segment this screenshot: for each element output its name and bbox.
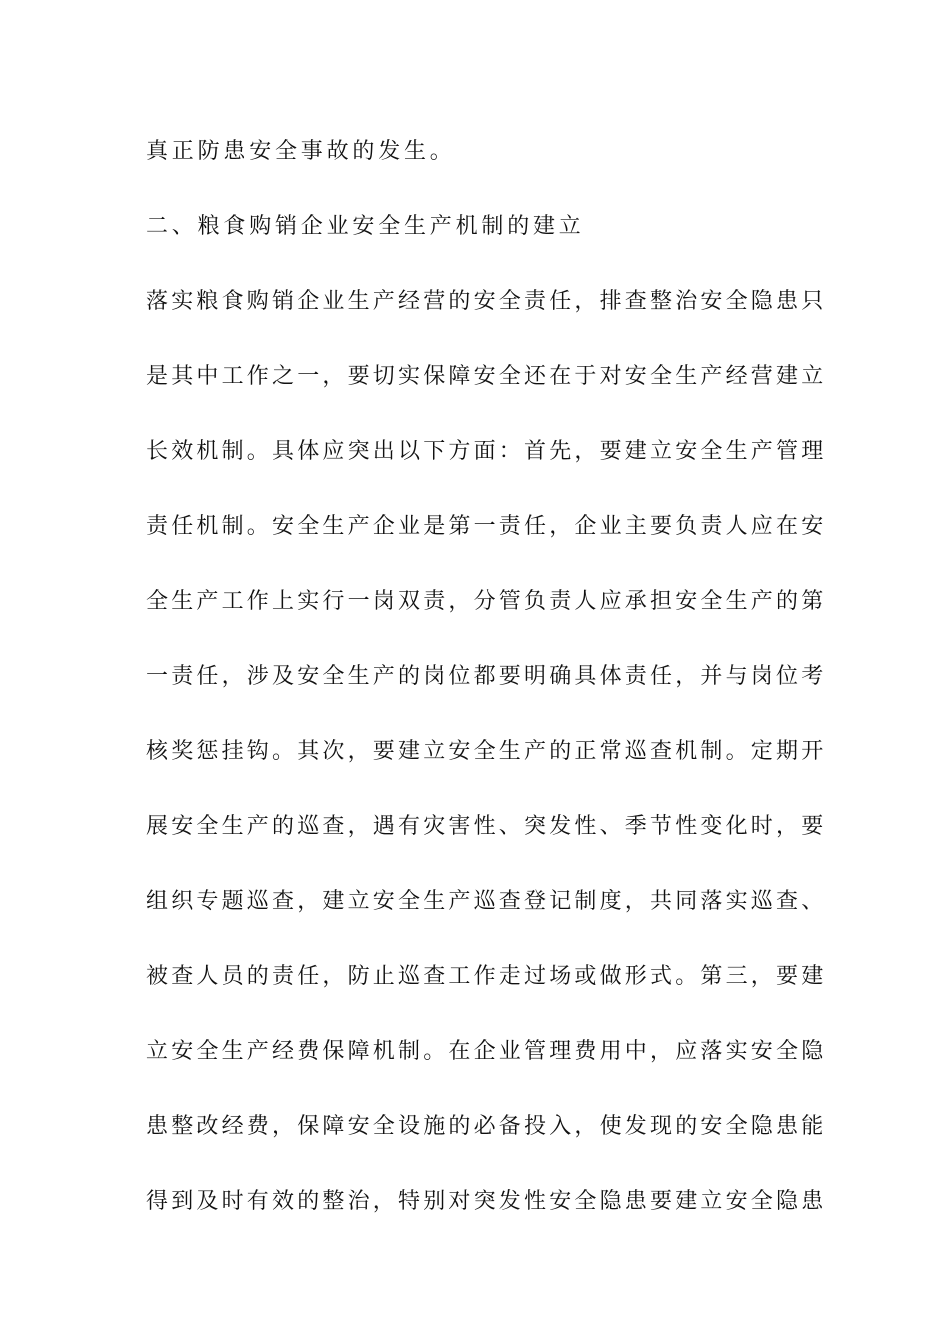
text-line-10: 展安全生产的巡查，遇有灾害性、突发性、季节性变化时，要 (146, 814, 827, 839)
text-line-3: 落实粮食购销企业生产经营的安全责任，排查整治安全隐患只 (146, 289, 827, 314)
text-line-9: 核奖惩挂钩。其次，要建立安全生产的正常巡查机制。定期开 (146, 739, 827, 764)
text-line-8: 一责任，涉及安全生产的岗位都要明确具体责任，并与岗位考 (146, 664, 827, 689)
text-line-6: 责任机制。安全生产企业是第一责任，企业主要负责人应在安 (146, 514, 827, 539)
text-line-4: 是其中工作之一，要切实保障安全还在于对安全生产经营建立 (146, 364, 827, 389)
text-line-12: 被查人员的责任，防止巡查工作走过场或做形式。第三，要建 (146, 964, 827, 989)
text-line-7: 全生产工作上实行一岗双责，分管负责人应承担安全生产的第 (146, 589, 827, 614)
text-line-13: 立安全生产经费保障机制。在企业管理费用中，应落实安全隐 (146, 1039, 827, 1064)
text-line-14: 患整改经费，保障安全设施的必备投入，使发现的安全隐患能 (146, 1114, 827, 1139)
text-line-15: 得到及时有效的整治，特别对突发性安全隐患要建立安全隐患 (146, 1189, 827, 1214)
section-heading: 二、粮食购销企业安全生产机制的建立 (146, 214, 585, 239)
text-line-1: 真正防患安全事故的发生。 (146, 139, 456, 164)
text-line-11: 组织专题巡查，建立安全生产巡查登记制度，共同落实巡查、 (146, 889, 827, 914)
text-line-5: 长效机制。具体应突出以下方面：首先，要建立安全生产管理 (146, 439, 827, 464)
